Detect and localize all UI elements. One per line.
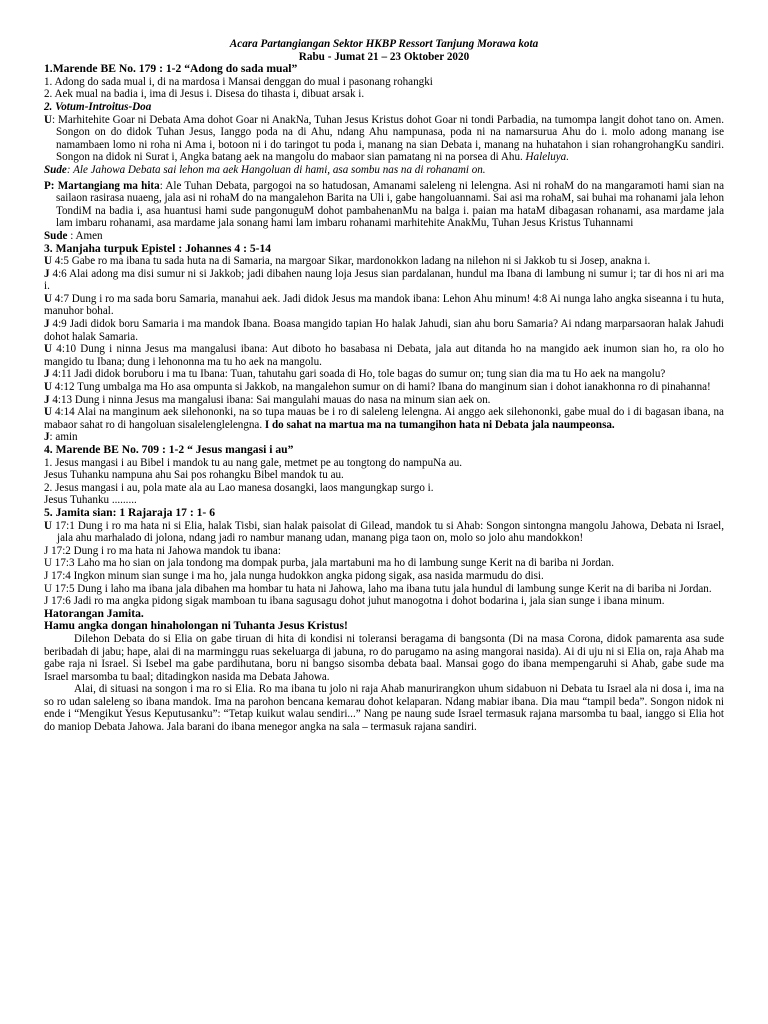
- prayer-amen: [44, 230, 724, 243]
- title-line-1: Acara Partangiangan Sektor HKBP Ressort Tanjung Morawa kota: [229, 38, 539, 50]
- epistle-verse: [44, 381, 724, 394]
- prayer-text: : Ale Tuhan Debata, pargogoi na so hatudosan, Amanami saleleng ni lelengna. Asi ni rohaM do na mangaramoti hami sian na sailaon rasirasa nuaeng, jala asi ni rohaM do na mangalehon Barita na Uli i, gabe hangoluannami. Sai asi ma rohaM, sai buhai ma rohanami jala lehon TondiM na badia i, asa huantusi hami sude pangonuguM dohot pambahenanMu na balga i. paian ma hataM dibagasan rohanami, asa mardame jala lam imbaru rohanami, asa mardame jala sonang hami lam imbaru rohanami marhitehite AnakMu, Tuhan Jesus Kristus Tuhannami: [56, 179, 724, 230]
- section-4-heading: 4. Marende BE No. 709 : 1-2 “ Jesus mangasi i au”: [44, 443, 294, 456]
- speaker-label: U: [44, 557, 53, 570]
- section-2-heading: 2. Votum-Introitus-Doa: [44, 100, 152, 113]
- speaker-label: J: [44, 595, 49, 608]
- epistle-verse: [44, 406, 724, 431]
- speaker-label: U: [44, 255, 53, 268]
- verse-text: 4:7 Dung i ro ma sada boru Samaria, manahui aek. Jadi didok Jesus ma mandok ibana: Lehon Ahu minum! 4:8 Ai nunga laho angka siseanna i tu huta, manuhor bohal.: [44, 292, 724, 318]
- hymn-verse-2: 2. Aek mual na badia i, ima di Jesus i. Disesa do tihasta i, dibuat arsak i.: [44, 88, 365, 101]
- sermon-greeting: Hamu angka dongan hinaholongan ni Tuhanta Jesus Kristus!: [44, 619, 348, 633]
- verse-text: 17:5 Dung i laho ma ibana jala dibahen ma hombar tu hata ni Jahowa, laho ma ibana tutu jala hundul di lambung sunge Kerit na di bariba ni Jordan.: [52, 582, 712, 595]
- verse-text: 4:13 Dung i ninna Jesus ma mangalusi ibana: Sai mangulahi mauas do nasa na minum sian aek on.: [49, 393, 491, 406]
- verse-text: 17:6 Jadi ro ma angka pidong sigak mamboan tu ibana sagusagu dohot juhut manogotna i dohot bodarina i, jala sian sunge i ibana minum.: [48, 595, 665, 608]
- epistle-verse: [44, 255, 724, 268]
- amin-text: : amin: [49, 431, 78, 444]
- speaker-label: J: [44, 267, 50, 280]
- speaker-label: U: [44, 343, 53, 356]
- prayer-title: : Martangiang ma hita: [50, 179, 160, 192]
- verse-text: 4:10 Dung i ninna Jesus ma mangalusi ibana: Aut diboto ho basabasa ni Debata, jala aut ditanda ho na mangido aek inumon sian ho, ra olo ho mangido tu Ibana; dung i lehononna ma tu ho aek na mangolu.: [44, 343, 724, 368]
- epistle-verse: [44, 394, 724, 407]
- speaker-label: J: [44, 544, 49, 557]
- speaker-label: J: [44, 318, 50, 331]
- speaker-label: U: [44, 381, 53, 394]
- verse-text: 4:14 Alai na manginum aek silehononki, na so tupa mauas be i ro di saleleng lelengna. Ai anggo aek silehononki, gabe mual do i di bagasan ibana, na mabaor sahat ro di hangoluan sisalelenglelengna.: [44, 406, 724, 431]
- speaker-label: P: [44, 179, 51, 192]
- verse-bold-text: I do sahat na martua ma na tumangihon hata ni Debata jala naumpeonsa.: [262, 418, 615, 431]
- verse-text: 17:2 Dung i ro ma hata ni Jahowa mandok tu ibana:: [48, 544, 281, 557]
- speaker-label: Sude: [44, 163, 67, 176]
- amen-text: : Amen: [67, 229, 103, 242]
- sermon-text-verse: [44, 545, 724, 558]
- speaker-label: U: [44, 113, 53, 126]
- hymn-line: 1. Jesus mangasi i au Bibel i mandok tu au nang gale, metmet pe au tongtong do nampuNa au.: [44, 456, 463, 469]
- speaker-label: J: [44, 368, 50, 381]
- hymn-verse-1: 1. Adong do sada mual i, di na mardosa i Mansai denggan do mual i pasonang rohangki: [44, 75, 433, 88]
- verse-text: 4:9 Jadi didok boru Samaria i ma mandok Ibana. Boasa mangido tapian Ho halak Jahudi, sian ahu boru Samaria? Ai ndang marparsaoran halak Jahudi dohot halak Samaria.: [44, 318, 724, 343]
- votum-tail: Haleluya.: [525, 151, 569, 164]
- verse-text: 4:6 Alai adong ma disi sumur ni si Jakkob; jadi dibahen naung loja Jesus sian pardalanan, hundul ma Ibana di lambung ni sumur i; tar di hos ni ari ma i.: [44, 267, 724, 293]
- sermon-text-verse: [44, 570, 724, 583]
- hymn-line: Jesus Tuhanku .........: [44, 494, 137, 507]
- sermon-text-verse: [44, 595, 724, 608]
- speaker-label: U: [44, 582, 53, 595]
- verse-text: 4:11 Jadi didok boruboru i ma tu Ibana: Tuan, tahutahu gari soada di Ho, tole bagas do sumur on; tung sian dia ma tu Ho aek na mangolu?: [49, 368, 666, 381]
- epistle-verse: [44, 368, 724, 381]
- verse-text: 4:5 Gabe ro ma ibana tu sada huta na di Samaria, na margoar Sikar, mardonokkon ladang na nilehon ni si Jakkob tu si Josep, anakna i.: [52, 255, 651, 268]
- epistle-verse: [44, 343, 724, 368]
- verse-text: 17:1 Dung i ro ma hata ni si Elia, halak Tisbi, sian halak paisolat di Gilead, mandok tu si Ahab: Songon sintongna mangolu Jahowa, Debata ni Israel, jala ahu marhalado di jolona, ndang jadi ro nambur manang udan, manang piga taon on, molo so jolo ahu mandokkon!: [52, 519, 724, 545]
- verse-text: 4:12 Tung umbalga ma Ho asa ompunta si Jakkob, na mangalehon sumur on di hami? Ibana do manginum sian i dohot ianakhonna ro di pinahanna!: [52, 381, 711, 394]
- speaker-label: U: [44, 292, 53, 305]
- title-line-2: Rabu - Jumat 21 – 23 Oktober 2020: [298, 50, 470, 63]
- sermon-text-verse: [44, 520, 724, 545]
- sude-text: : Ale Jahowa Debata sai lehon ma aek Hangoluan di hami, asa sombu nas na di rohanami on.: [66, 163, 486, 176]
- speaker-label: J: [44, 431, 50, 444]
- sermon-heading: Hatorangan Jamita.: [44, 606, 144, 620]
- document-title: [44, 38, 724, 63]
- sude-response: [44, 164, 724, 177]
- votum-paragraph: [44, 114, 724, 164]
- sermon-paragraph-1: Dilehon Debata do si Elia on gabe tiruan di hita di kondisi ni toleransi beragama di bangsonta (Di na masa Corona, didok pamarenta asa sude beribadah di jabu; hape, alai di na marminggu ruas sekeluarga di jabuna, ro do parugamo na asing mangorai nasida). Ai di uju ni si Elia on, raja Ahab ma gabe raja ni Israel. Si Isebel ma gabe pardihutana, boru ni bangso sisomba debata baal. Mansai gogo do ibana mempengaruhi si Ahab, gabe sude ma Israel marsomba tu baal; ditadingkon nasida ma Debata Jahowa.: [44, 632, 724, 683]
- hymn-line: Jesus Tuhanku nampuna ahu Sai pos rohangku Bibel mandok tu au.: [44, 469, 344, 482]
- verse-text: 17:4 Ingkon minum sian sunge i ma ho, jala nunga hudokkon angka pidong sigak, asa nasida marmudu do disi.: [48, 569, 544, 582]
- epistle-verse: [44, 318, 724, 343]
- prayer-paragraph: [44, 180, 724, 230]
- section-3-heading: 3. Manjaha turpuk Epistel : Johannes 4 : 5-14: [44, 241, 272, 255]
- epistle-verse: [44, 268, 724, 293]
- hymn-line: 2. Jesus mangasi i au, pola mate ala au Lao manesa dosangki, laos mangungkap surgo i.: [44, 481, 434, 494]
- section-1-heading: 1.Marende BE No. 179 : 1-2 “Adong do sada mual”: [44, 62, 298, 76]
- speaker-label: J: [44, 393, 50, 406]
- section-5-heading: 5. Jamita sian: 1 Rajaraja 17 : 1- 6: [44, 505, 215, 519]
- speaker-label: J: [44, 569, 49, 582]
- speaker-label: U: [44, 406, 53, 419]
- votum-text: : Marhitehite Goar ni Debata Ama dohot Goar ni AnakNa, Tuhan Jesus Kristus dohot Goar ni tondi Parbadia, na tumompa langit dohot tano on. Amen. Songon on do didok Tuhan Jesus, Ianggo poda na di Ahu, ndang Ahu nampunasa, poda ni na namarsurua Ahu do i. molo adong manang ise namambaen lomo ni roha ni Ama i, botoon ni i do taringot tu poda i, manang na sian Debata i, manang na huhatahon i sian rohangrohangKu sandiri. Songon na didok ni Surat i, Angka batang aek na mangolu do mabaor sian pamatang ni na porsea di Ahu.: [52, 113, 724, 164]
- speaker-label: U: [44, 519, 53, 532]
- sermon-text-verse: [44, 557, 724, 570]
- sermon-text-verse: [44, 583, 724, 596]
- verse-text: 17:3 Laho ma ho sian on jala tondong ma dompak purba, jala martabuni ma ho di lambung sunge Kerit na di bariba ni Jordan.: [52, 557, 614, 570]
- sermon-paragraph-2: Alai, di situasi na songon i ma ro si Elia. Ro ma ibana tu jolo ni raja Ahab manurirangkon uhum sidabuon ni Debata tu Israel ala ni dosa i, ima na so ro udan saleleng so ibana mandok. Ima na parohon bencana kemarau dohot kelaparan. Ndang mabiar ibana. Dia mau “tampil beda”. Songon nidok ni ende i “Mengikut Yesus Keputusanku”: “Tetap kuikut walau sendiri...” Nang pe naung sude Israel termasuk rajana marsomba tu baal, ianggo si Elia hot do maniop Debata Jahowa. Jala barani do ibana menegor angka na sala – termasuk rajana sandiri.: [44, 683, 724, 734]
- speaker-label: Sude: [44, 229, 68, 242]
- epistle-verse: [44, 293, 724, 318]
